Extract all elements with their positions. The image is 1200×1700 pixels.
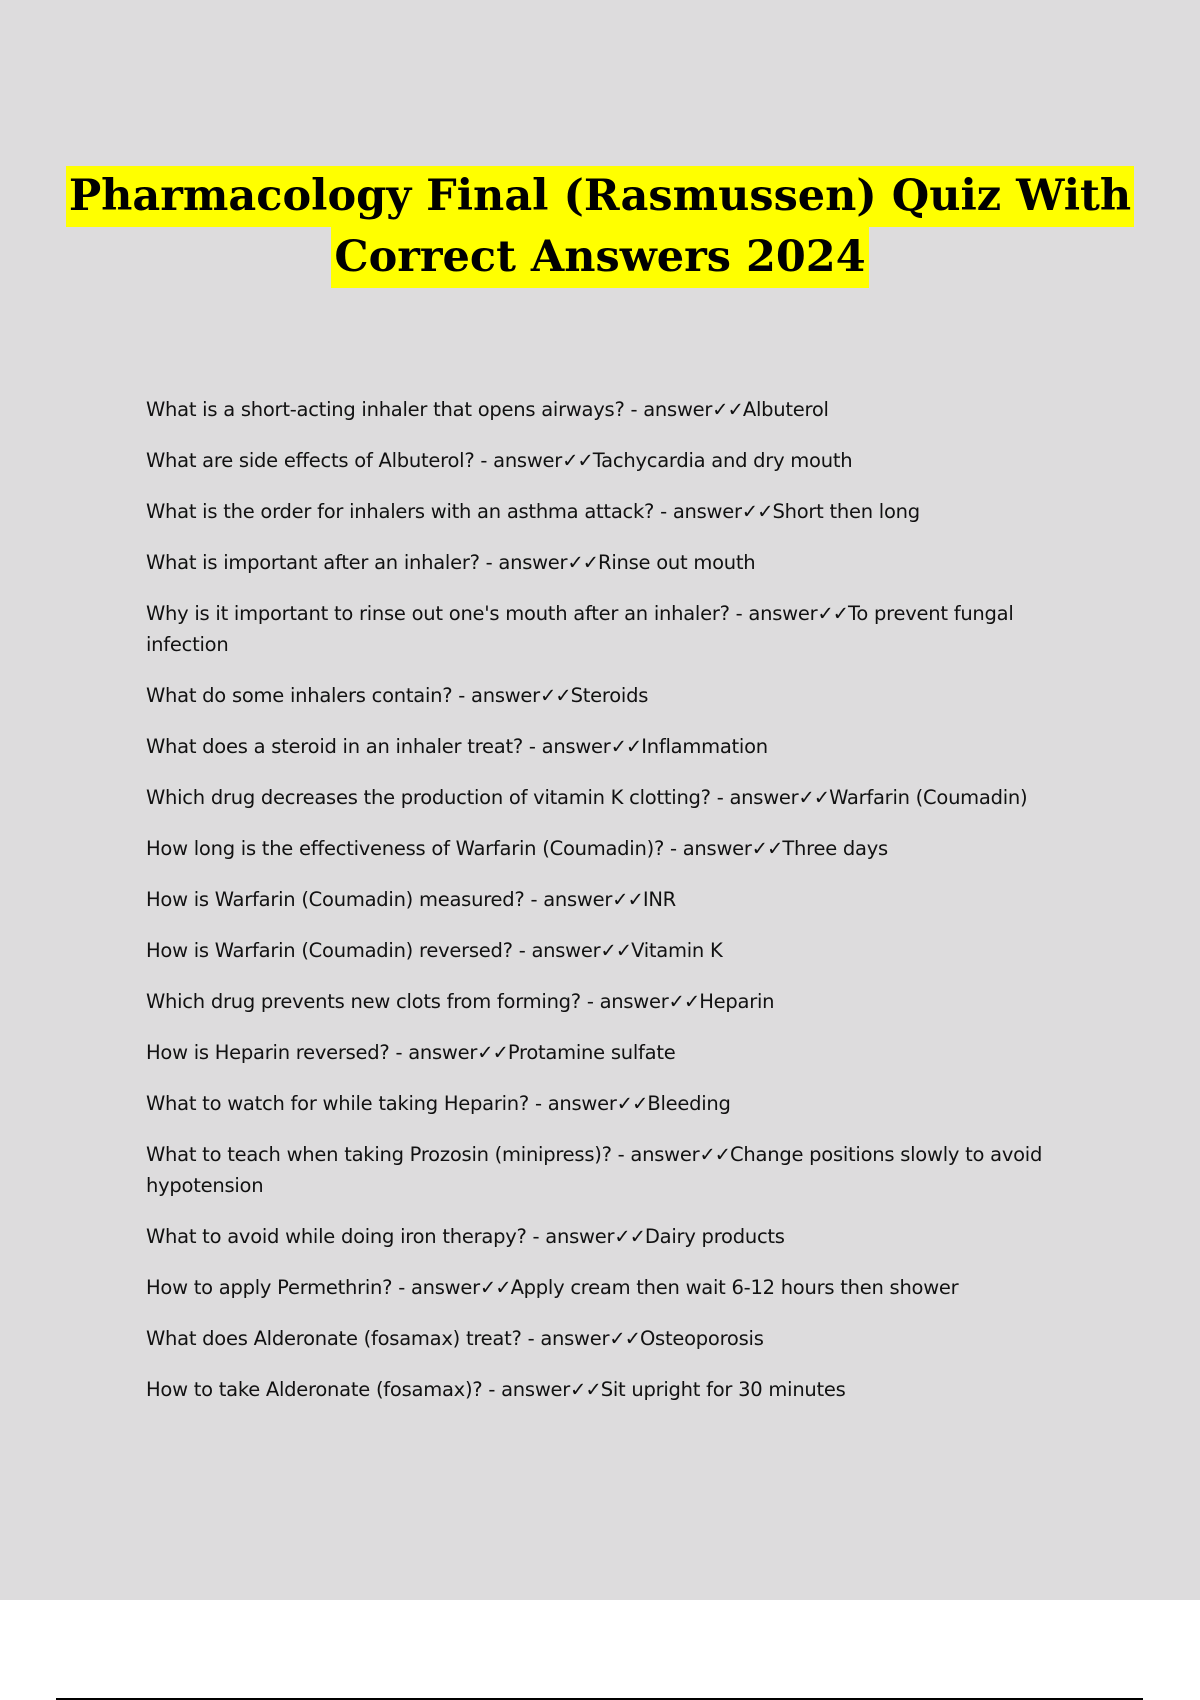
answer-separator: - answer (654, 500, 742, 523)
question-text: What is the order for inhalers with an asthma attack? (146, 500, 655, 523)
answer-separator: - answer (521, 1327, 610, 1350)
question-text: What to watch for while taking Heparin? (146, 1092, 530, 1115)
answer-separator: - answer (479, 551, 568, 574)
double-check-icon: ✓✓ (610, 735, 642, 758)
question-text: What to avoid while doing iron therapy? (146, 1225, 527, 1248)
double-check-icon: ✓✓ (616, 1092, 648, 1115)
answer-text: Dairy products (644, 1225, 785, 1248)
answer-text: Apply cream then wait 6-12 hours then shower (510, 1276, 959, 1299)
question-text: How is Heparin reversed? (146, 1041, 390, 1064)
double-check-icon: ✓✓ (612, 888, 643, 911)
question-text: What do some inhalers contain? (146, 684, 453, 707)
answer-separator: - answer (482, 1378, 571, 1401)
qa-item (146, 445, 1092, 476)
answer-separator: - answer (522, 735, 611, 758)
double-check-icon: ✓✓ (817, 602, 849, 625)
answer-text: Rinse out mouth (598, 551, 756, 574)
qa-item (146, 1374, 1092, 1405)
qa-item (146, 1272, 1092, 1303)
question-text: What are side effects of Albuterol? (146, 449, 475, 472)
answer-text: Three days (782, 837, 888, 860)
qa-item (146, 1037, 1092, 1068)
question-text: What is important after an inhaler? (146, 551, 480, 574)
double-check-icon: ✓✓ (609, 1327, 640, 1350)
double-check-icon: ✓✓ (712, 398, 743, 421)
answer-separator: - answer (611, 1143, 700, 1166)
answer-separator: - answer (729, 602, 818, 625)
question-text: How long is the effectiveness of Warfarin (Coumadin)? (146, 837, 665, 860)
double-check-icon: ✓✓ (562, 449, 593, 472)
answer-separator: - answer (389, 1041, 478, 1064)
question-text: What does Alderonate (fosamax) treat? (146, 1327, 522, 1350)
qa-item (146, 1323, 1092, 1354)
double-check-icon: ✓✓ (614, 1225, 645, 1248)
qa-item (146, 731, 1092, 762)
double-check-icon: ✓✓ (668, 990, 700, 1013)
qa-item (146, 1139, 1092, 1201)
answer-text: Tachycardia and dry mouth (592, 449, 853, 472)
answer-separator: - answer (392, 1276, 480, 1299)
answer-text: To prevent fungal infection (146, 602, 1014, 656)
answer-text: Warfarin (Coumadin) (829, 786, 1028, 809)
answer-separator: - answer (452, 684, 540, 707)
qa-item (146, 1088, 1092, 1119)
question-text: What does a steroid in an inhaler treat? (146, 735, 523, 758)
answer-text: Albuterol (742, 398, 829, 421)
double-check-icon: ✓✓ (539, 684, 571, 707)
question-text: What to teach when taking Prozosin (minipress)? (146, 1143, 612, 1166)
qa-list (146, 394, 1092, 1425)
qa-item (146, 884, 1092, 915)
document-title (0, 166, 1200, 288)
answer-text: Vitamin K (631, 939, 723, 962)
double-check-icon: ✓✓ (570, 1378, 601, 1401)
answer-separator: - answer (526, 1225, 615, 1248)
answer-separator: - answer (474, 449, 563, 472)
double-check-icon: ✓✓ (751, 837, 783, 860)
answer-text: Bleeding (647, 1092, 731, 1115)
answer-text: Osteoporosis (639, 1327, 764, 1350)
answer-text: Protamine sulfate (507, 1041, 676, 1064)
qa-item (146, 782, 1092, 813)
answer-text: Change positions slowly to avoid hypotension (146, 1143, 1043, 1197)
question-text: Which drug decreases the production of vitamin K clotting? (146, 786, 711, 809)
double-check-icon: ✓✓ (741, 500, 773, 523)
double-check-icon: ✓✓ (798, 786, 830, 809)
double-check-icon: ✓✓ (600, 939, 632, 962)
double-check-icon: ✓✓ (567, 551, 599, 574)
question-text: Why is it important to rinse out one's mouth after an inhaler? (146, 602, 730, 625)
answer-separator: - answer (710, 786, 799, 809)
answer-text: Sit upright for 30 minutes (600, 1378, 846, 1401)
question-text: What is a short-acting inhaler that opens airways? (146, 398, 625, 421)
qa-item (146, 496, 1092, 527)
qa-item (146, 1221, 1092, 1252)
answer-separator: - answer (512, 939, 601, 962)
answer-separator: - answer (624, 398, 713, 421)
answer-text: INR (642, 888, 676, 911)
qa-item (146, 986, 1092, 1017)
answer-text: Heparin (699, 990, 775, 1013)
title-line-1: Pharmacology Final (Rasmussen) Quiz With (66, 166, 1134, 227)
qa-item (146, 394, 1092, 425)
title-line-2: Correct Answers 2024 (331, 227, 868, 288)
qa-item (146, 547, 1092, 578)
qa-item (146, 833, 1092, 864)
double-check-icon: ✓✓ (699, 1143, 731, 1166)
answer-separator: - answer (664, 837, 752, 860)
answer-text: Inflammation (641, 735, 768, 758)
question-text: How to take Alderonate (fosamax)? (146, 1378, 483, 1401)
double-check-icon: ✓✓ (477, 1041, 508, 1064)
question-text: How to apply Permethrin? (146, 1276, 393, 1299)
answer-separator: - answer (580, 990, 669, 1013)
question-text: How is Warfarin (Coumadin) measured? (146, 888, 525, 911)
question-text: How is Warfarin (Coumadin) reversed? (146, 939, 513, 962)
answer-separator: - answer (524, 888, 613, 911)
qa-item (146, 598, 1092, 660)
qa-item (146, 680, 1092, 711)
qa-item (146, 935, 1092, 966)
answer-text: Short then long (772, 500, 920, 523)
answer-text: Steroids (570, 684, 649, 707)
double-check-icon: ✓✓ (479, 1276, 511, 1299)
answer-separator: - answer (529, 1092, 617, 1115)
question-text: Which drug prevents new clots from forming? (146, 990, 581, 1013)
